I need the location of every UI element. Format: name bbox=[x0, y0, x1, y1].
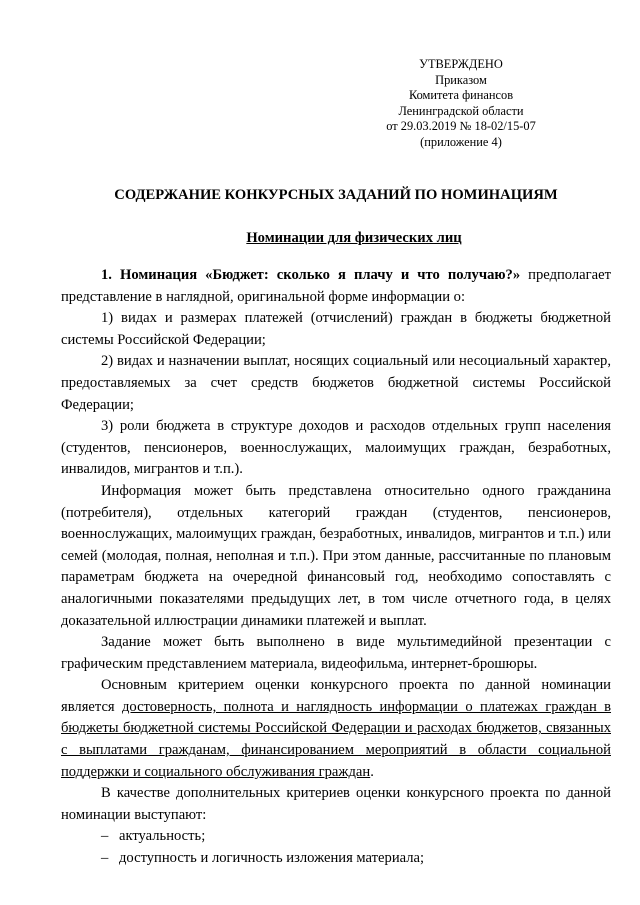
criterion-paragraph bbox=[61, 675, 611, 783]
approval-line: УТВЕРЖДЕНО bbox=[419, 57, 503, 71]
approval-line: Комитета финансов bbox=[408, 88, 514, 103]
approval-stamp bbox=[361, 57, 561, 151]
nomination-intro-paragraph bbox=[61, 265, 611, 308]
list-item-paragraph: 3) роли бюджета в структуре доходов и расходов отдельных групп населения (студентов, пенсионеров, военнослужащих, малоимущих граждан, безработных, инвалидов, мигрантов и т.п.). bbox=[61, 418, 611, 478]
list-item-paragraph: 2) видах и назначении выплат, носящих социальный или несоциальный характер, предоставляемых за счет средств бюджетов бюджетной системы Российской Федерации; bbox=[61, 353, 611, 413]
bullet-dash: – bbox=[101, 850, 109, 867]
additional-criteria-paragraph: В качестве дополнительных критериев оценки конкурсного проекта по данной номинации выступают: bbox=[61, 785, 611, 823]
approval-line: Ленинградской области bbox=[398, 103, 524, 118]
criterion-underlined-text: достоверность, полнота и наглядность информации о платежах граждан в бюджеты бюджетной системы Российской Федерации и расходах бюджетов, связанных с выплатами гражданам, финансированием мероприятий в области социальной поддержки и социального обслуживания граждан bbox=[61, 698, 612, 780]
info-paragraph: Информация может быть представлена относительно одного гражданина (потребителя), отдельных категорий граждан (студентов, пенсионеров, военнослужащих, малоимущих граждан, безработных, инвалидов, мигрантов и т.п.) или семей (молодая, полная, неполная и т.п.). При этом данные, рассчитанные по плановым параметрам бюджета на очередной финансовый год, необходимо сопоставлять с аналогичными показателями предыдущих лет, в том числе отчетного года, в целях доказательной иллюстрации динамики платежей и выплат. bbox=[61, 482, 611, 629]
document-title: СОДЕРЖАНИЕ КОНКУРСНЫХ ЗАДАНИЙ ПО НОМИНАЦИЯМ bbox=[114, 187, 558, 203]
approval-line: Приказом bbox=[435, 72, 487, 87]
task-paragraph: Задание может быть выполнено в виде мультимедийной презентации с графическим представлением материала, видеофильма, интернет-брошюры. bbox=[61, 634, 611, 672]
section-subtitle bbox=[60, 229, 640, 247]
nomination-heading: 1. Номинация «Бюджет: сколько я плачу и что получаю?» bbox=[101, 267, 521, 283]
bullet-dash: – bbox=[101, 828, 109, 845]
section-subtitle-text: Номинации для физических лиц bbox=[246, 230, 462, 246]
list-item bbox=[61, 848, 611, 870]
nomination-intro-text: предполагает представление в наглядной, оригинальной форме информации о: bbox=[61, 267, 611, 305]
criterion-end: . bbox=[370, 763, 374, 780]
list-item-paragraph: 1) видах и размерах платежей (отчислений) граждан в бюджеты бюджетной системы Российской Федерации; bbox=[61, 310, 611, 348]
approval-line: (приложение 4) bbox=[420, 134, 502, 149]
approval-line: от 29.03.2019 № 18-02/15-07 bbox=[386, 119, 536, 134]
bullet-text: доступность и логичность изложения материала; bbox=[119, 850, 425, 867]
list-item bbox=[61, 826, 611, 848]
bullet-text: актуальность; bbox=[119, 828, 206, 845]
document-body bbox=[61, 265, 611, 870]
criterion-text: Основным критерием оценки конкурсного проекта по данной номинации является bbox=[61, 677, 611, 715]
